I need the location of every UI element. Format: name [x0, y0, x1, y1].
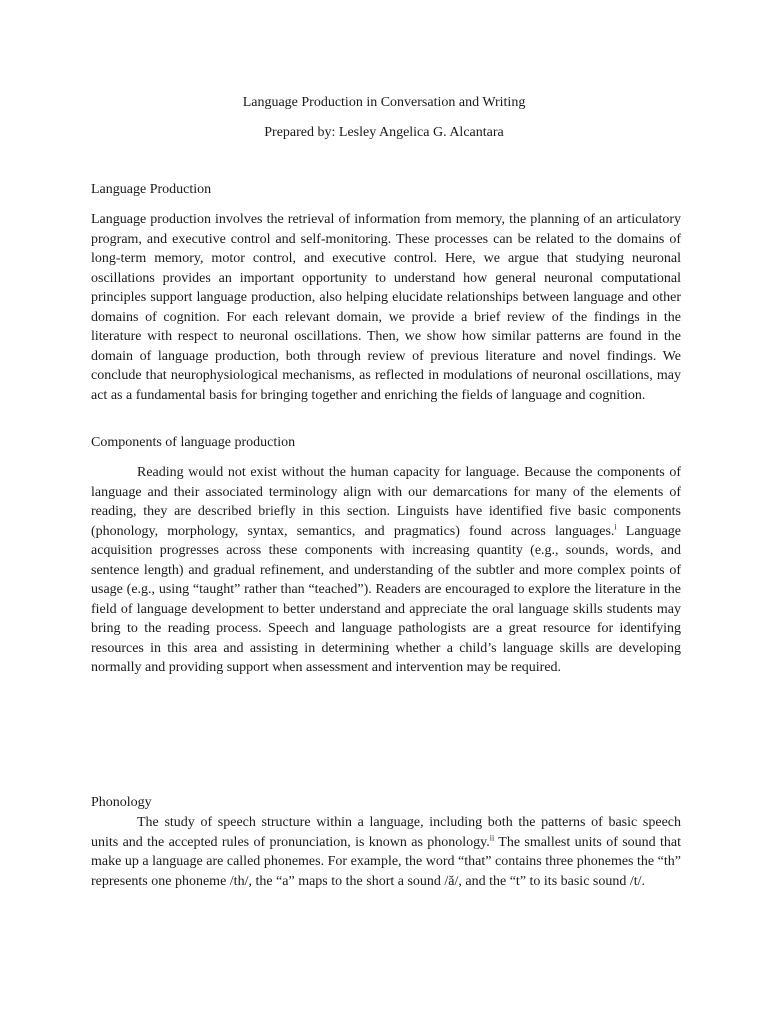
paragraph-language-production: Language production involves the retrieval of information from memory, the planning of an articulatory program, and executive control and self-monitoring. These processes can be related to the domains of long-term memory, motor control, and executive control. Here, we argue that studying neuronal oscillations provides an important opportunity to understand how general neuronal computational principles support language production, also helping elucidate relationships between language and other domains of cognition. For each relevant domain, we provide a brief review of the findings in the literature with respect to neuronal oscillations. Then, we show how similar patterns are found in the domain of language production, both through review of previous literature and novel findings. We conclude that neurophysiological mechanisms, as reflected in modulations of neuronal oscillations, may act as a fundamental basis for bringing together and enriching the fields of language and cognition.: [91, 212, 681, 403]
document-byline: Prepared by: Lesley Angelica G. Alcantara: [264, 125, 504, 140]
paragraph-phonology-part-2: The smallest units of sound that make up a language are called phonemes. For example, the word “that” contains three phonemes the “th” represents one phoneme /th/, the “a” maps to the short a sound /ă/, and the “t” to its basic sound /t/.: [91, 834, 681, 889]
heading-components: Components of language production: [91, 435, 296, 450]
paragraph-phonology-part-1: The study of speech structure within a language, including both the patterns of basic speech units and the accepted rules of pronunciation, is known as phonology.: [91, 815, 681, 850]
paragraph-components: [91, 463, 681, 678]
footnote-marker-ii: ii: [489, 832, 495, 842]
paragraph-components-part-1: Reading would not exist without the human capacity for language. Because the components of language and their associated terminology align with our demarcations for many of the elements of reading, they are described briefly in this section. Linguists have identified five basic components (phonology, morphology, syntax, semantics, and pragmatics) found across languages.: [91, 465, 681, 539]
paragraph-phonology: [91, 813, 681, 891]
heading-language-production: Language Production: [91, 182, 212, 197]
heading-phonology: Phonology: [91, 795, 152, 810]
document-title: Language Production in Conversation and Writing: [242, 95, 526, 110]
footnote-marker-i: i: [614, 521, 617, 531]
paragraph-components-part-2: Language acquisition progresses across these components with increasing quantity (e.g., sounds, words, and sentence length) and gradual refinement, and understanding of the subtler and more complex points of usage (e.g., using “taught” rather than “teached”). Readers are encouraged to explore the literature in the field of language development to better understand and appreciate the oral language skills students may bring to the reading process. Speech and language pathologists are a great resource for identifying resources in this area and assisting in determining whether a child’s language skills are developing normally and providing support when assessment and intervention may be required.: [91, 523, 681, 675]
